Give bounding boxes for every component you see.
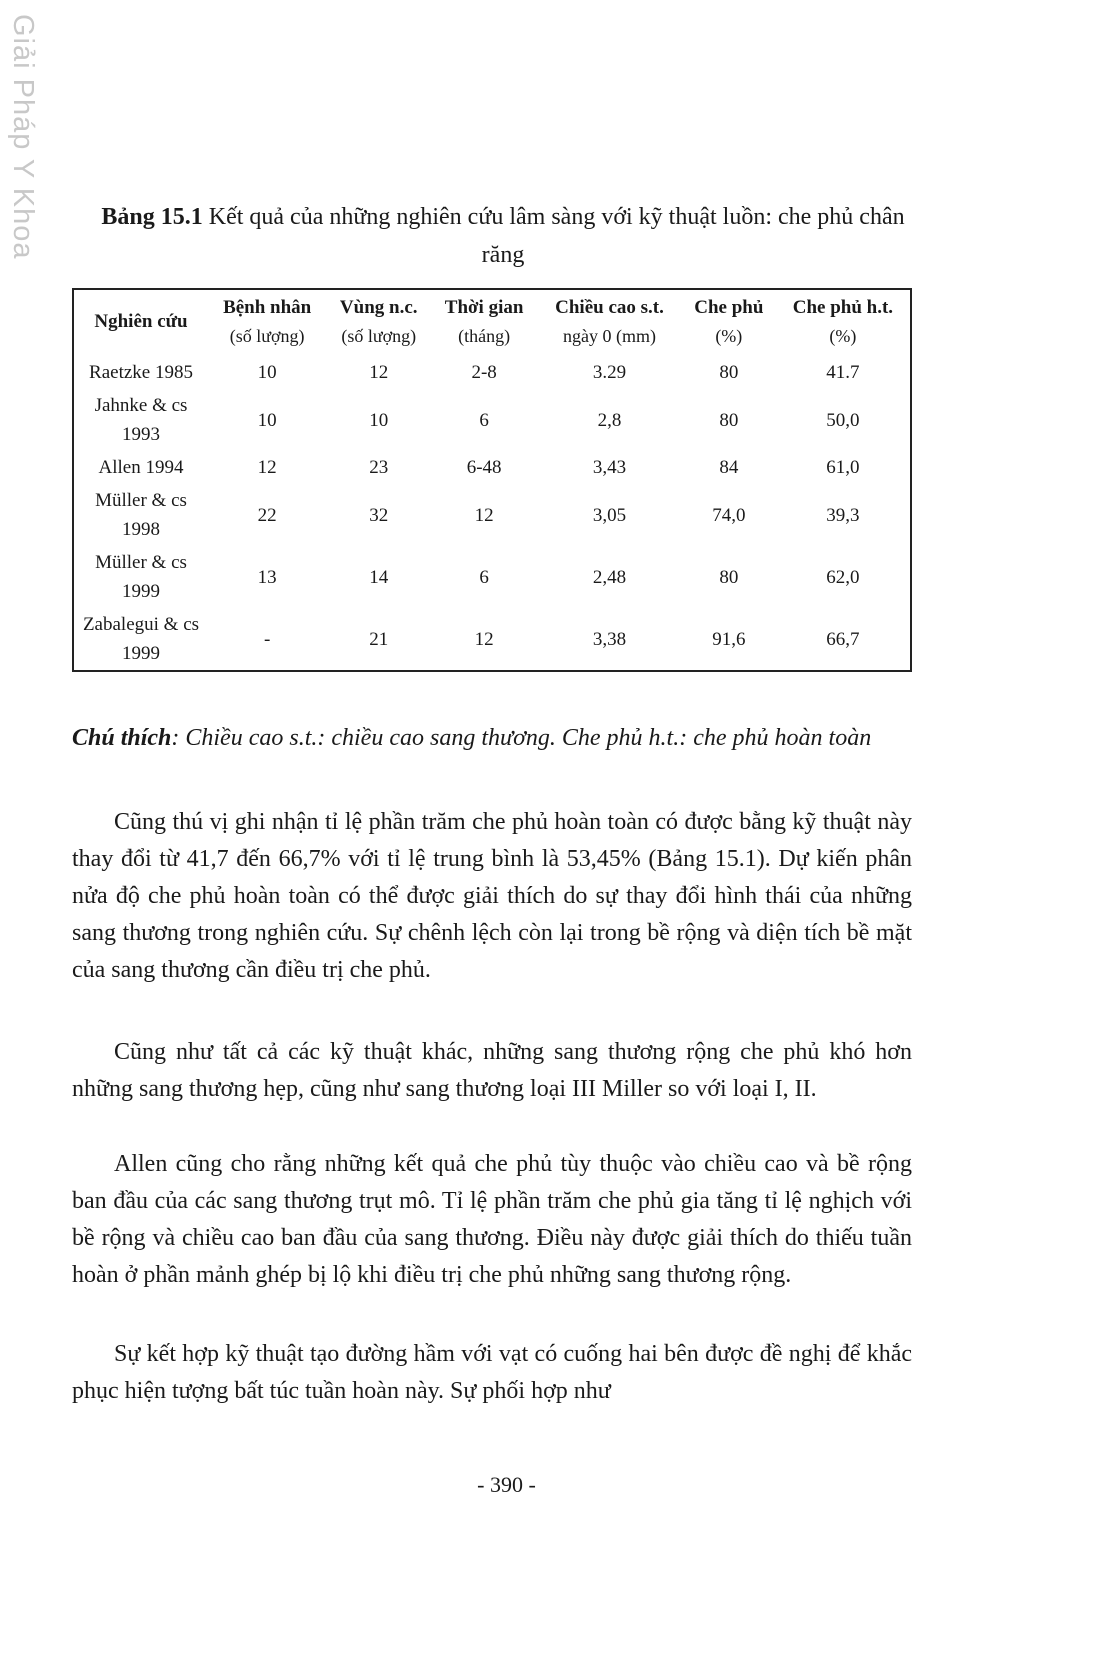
table-header <box>73 289 911 356</box>
table-cell: 91,6 <box>712 628 746 650</box>
table-cell: 6 <box>479 566 489 588</box>
table-cell: 14 <box>369 566 389 588</box>
column-header-label: Thời gian <box>444 297 524 318</box>
column-header-label: Chiều cao s.t. <box>555 297 664 318</box>
study-cell: Müller & cs 1999 <box>95 552 187 602</box>
table-cell: 41.7 <box>826 362 860 383</box>
table-cell: 6-48 <box>466 457 502 478</box>
column-header <box>776 289 911 356</box>
caption-text: Kết quả của những nghiên cứu lâm sàng với kỹ thuật luồn: che phủ chân răng <box>202 204 905 268</box>
column-header <box>73 289 208 356</box>
results-table <box>72 288 912 672</box>
table-cell: 84 <box>719 457 739 478</box>
table-cell: 2,48 <box>592 566 627 588</box>
column-header <box>431 289 537 356</box>
table-cell: 10 <box>369 409 389 431</box>
table-cell: 12 <box>474 504 494 526</box>
table-cell: 3.29 <box>592 362 627 383</box>
caption-label: Bảng 15.1 <box>101 204 203 230</box>
column-header <box>326 289 431 356</box>
table-row <box>73 484 911 546</box>
table-row <box>73 356 911 389</box>
paragraph-3: Allen cũng cho rằng những kết quả che phủ tùy thuộc vào chiều cao và bề rộng ban đầu của các sang thương trụt mô. Tỉ lệ phần trăm che phủ gia tăng tỉ lệ nghịch với bề rộng và chiều cao ban đầu của sang thương. Điều này được giải thích do thiếu tuần hoàn ở phần mảnh ghép bị lộ khi điều trị che phủ những sang thương rộng. <box>72 1151 912 1288</box>
note-text: : Chiều cao s.t.: chiều cao sang thương. Che phủ h.t.: che phủ hoàn toàn <box>171 725 872 751</box>
table-cell: 3,43 <box>592 457 627 478</box>
column-header-unit: (tháng) <box>458 326 511 346</box>
table-cell: 22 <box>257 504 277 526</box>
table-cell: 12 <box>369 362 389 383</box>
table-cell: 66,7 <box>826 628 860 650</box>
column-header <box>682 289 776 356</box>
column-header-label: Che phủ <box>694 297 764 318</box>
study-cell: Jahnke & cs 1993 <box>94 395 188 445</box>
table-cell: - <box>264 628 271 650</box>
paragraph-4: Sự kết hợp kỹ thuật tạo đường hầm với vạt có cuống hai bên được đề nghị để khắc phục hiện tượng bất túc tuần hoàn này. Sự phối hợp như <box>72 1341 912 1404</box>
table-cell: 2,8 <box>597 409 622 431</box>
table-row <box>73 546 911 608</box>
table-cell: 3,05 <box>592 504 627 526</box>
header-row <box>73 289 911 356</box>
column-header-unit: ngày 0 (mm) <box>563 326 656 346</box>
table-cell: 50,0 <box>826 409 860 431</box>
table-cell: 74,0 <box>712 504 746 526</box>
table-caption <box>88 198 918 274</box>
table-body <box>73 356 911 671</box>
paragraph-1: Cũng thú vị ghi nhận tỉ lệ phần trăm che phủ hoàn toàn có được bằng kỹ thuật này thay đổi từ 41,7 đến 66,7% với tỉ lệ trung bình là 53,45% (Bảng 15.1). Dự kiến phân nửa độ che phủ hoàn toàn có thể được giải thích do sự thay đổi hình thái của những sang thương trong nghiên cứu. Sự chênh lệch còn lại trong bề rộng và diện tích bề mặt của sang thương cần điều trị che phủ. <box>72 809 912 983</box>
study-cell: Zabalegui & cs 1999 <box>82 614 200 664</box>
study-cell: Müller & cs 1998 <box>95 490 187 540</box>
column-header-unit: (%) <box>715 326 743 346</box>
column-header-label: Che phủ h.t. <box>792 297 894 318</box>
table-cell: 3,38 <box>592 628 627 650</box>
paragraph-2: Cũng như tất cả các kỹ thuật khác, những sang thương rộng che phủ khó hơn những sang thương hẹp, cũng như sang thương loại III Miller so với loại I, II. <box>72 1039 912 1102</box>
column-header <box>208 289 326 356</box>
table-cell: 62,0 <box>826 566 860 588</box>
table-cell: 80 <box>719 409 739 431</box>
table-cell: 12 <box>257 457 277 478</box>
study-cell: Raetzke 1985 <box>89 362 193 383</box>
table-cell: 23 <box>369 457 389 478</box>
watermark: Giải Pháp Y Khoa <box>7 14 39 260</box>
note-label: Chú thích <box>72 725 172 751</box>
table-cell: 10 <box>257 409 277 431</box>
column-header-unit: (số lượng) <box>341 326 417 346</box>
table-cell: 10 <box>257 362 277 383</box>
table-cell: 12 <box>474 628 494 650</box>
column-header-label: Bệnh nhân <box>223 297 312 318</box>
table-cell: 32 <box>369 504 389 526</box>
column-header-unit: (số lượng) <box>229 326 305 346</box>
table-cell: 13 <box>257 566 277 588</box>
table-cell: 2-8 <box>471 362 497 383</box>
table-cell: 80 <box>719 566 739 588</box>
column-header-label: Vùng n.c. <box>339 297 418 318</box>
column-header <box>537 289 682 356</box>
table-cell: 39,3 <box>826 504 860 526</box>
table-cell: 6 <box>479 409 489 431</box>
column-header-label: Nghiên cứu <box>94 311 188 332</box>
column-header-unit: (%) <box>829 326 857 346</box>
page-number: - 390 - <box>477 1472 536 1497</box>
study-cell: Allen 1994 <box>98 457 184 478</box>
table-cell: 21 <box>369 628 389 650</box>
table-cell: 80 <box>719 362 739 383</box>
table-row <box>73 389 911 451</box>
table-cell: 61,0 <box>826 457 860 478</box>
table-row <box>73 451 911 484</box>
table-note <box>72 720 912 756</box>
table-row <box>73 608 911 671</box>
